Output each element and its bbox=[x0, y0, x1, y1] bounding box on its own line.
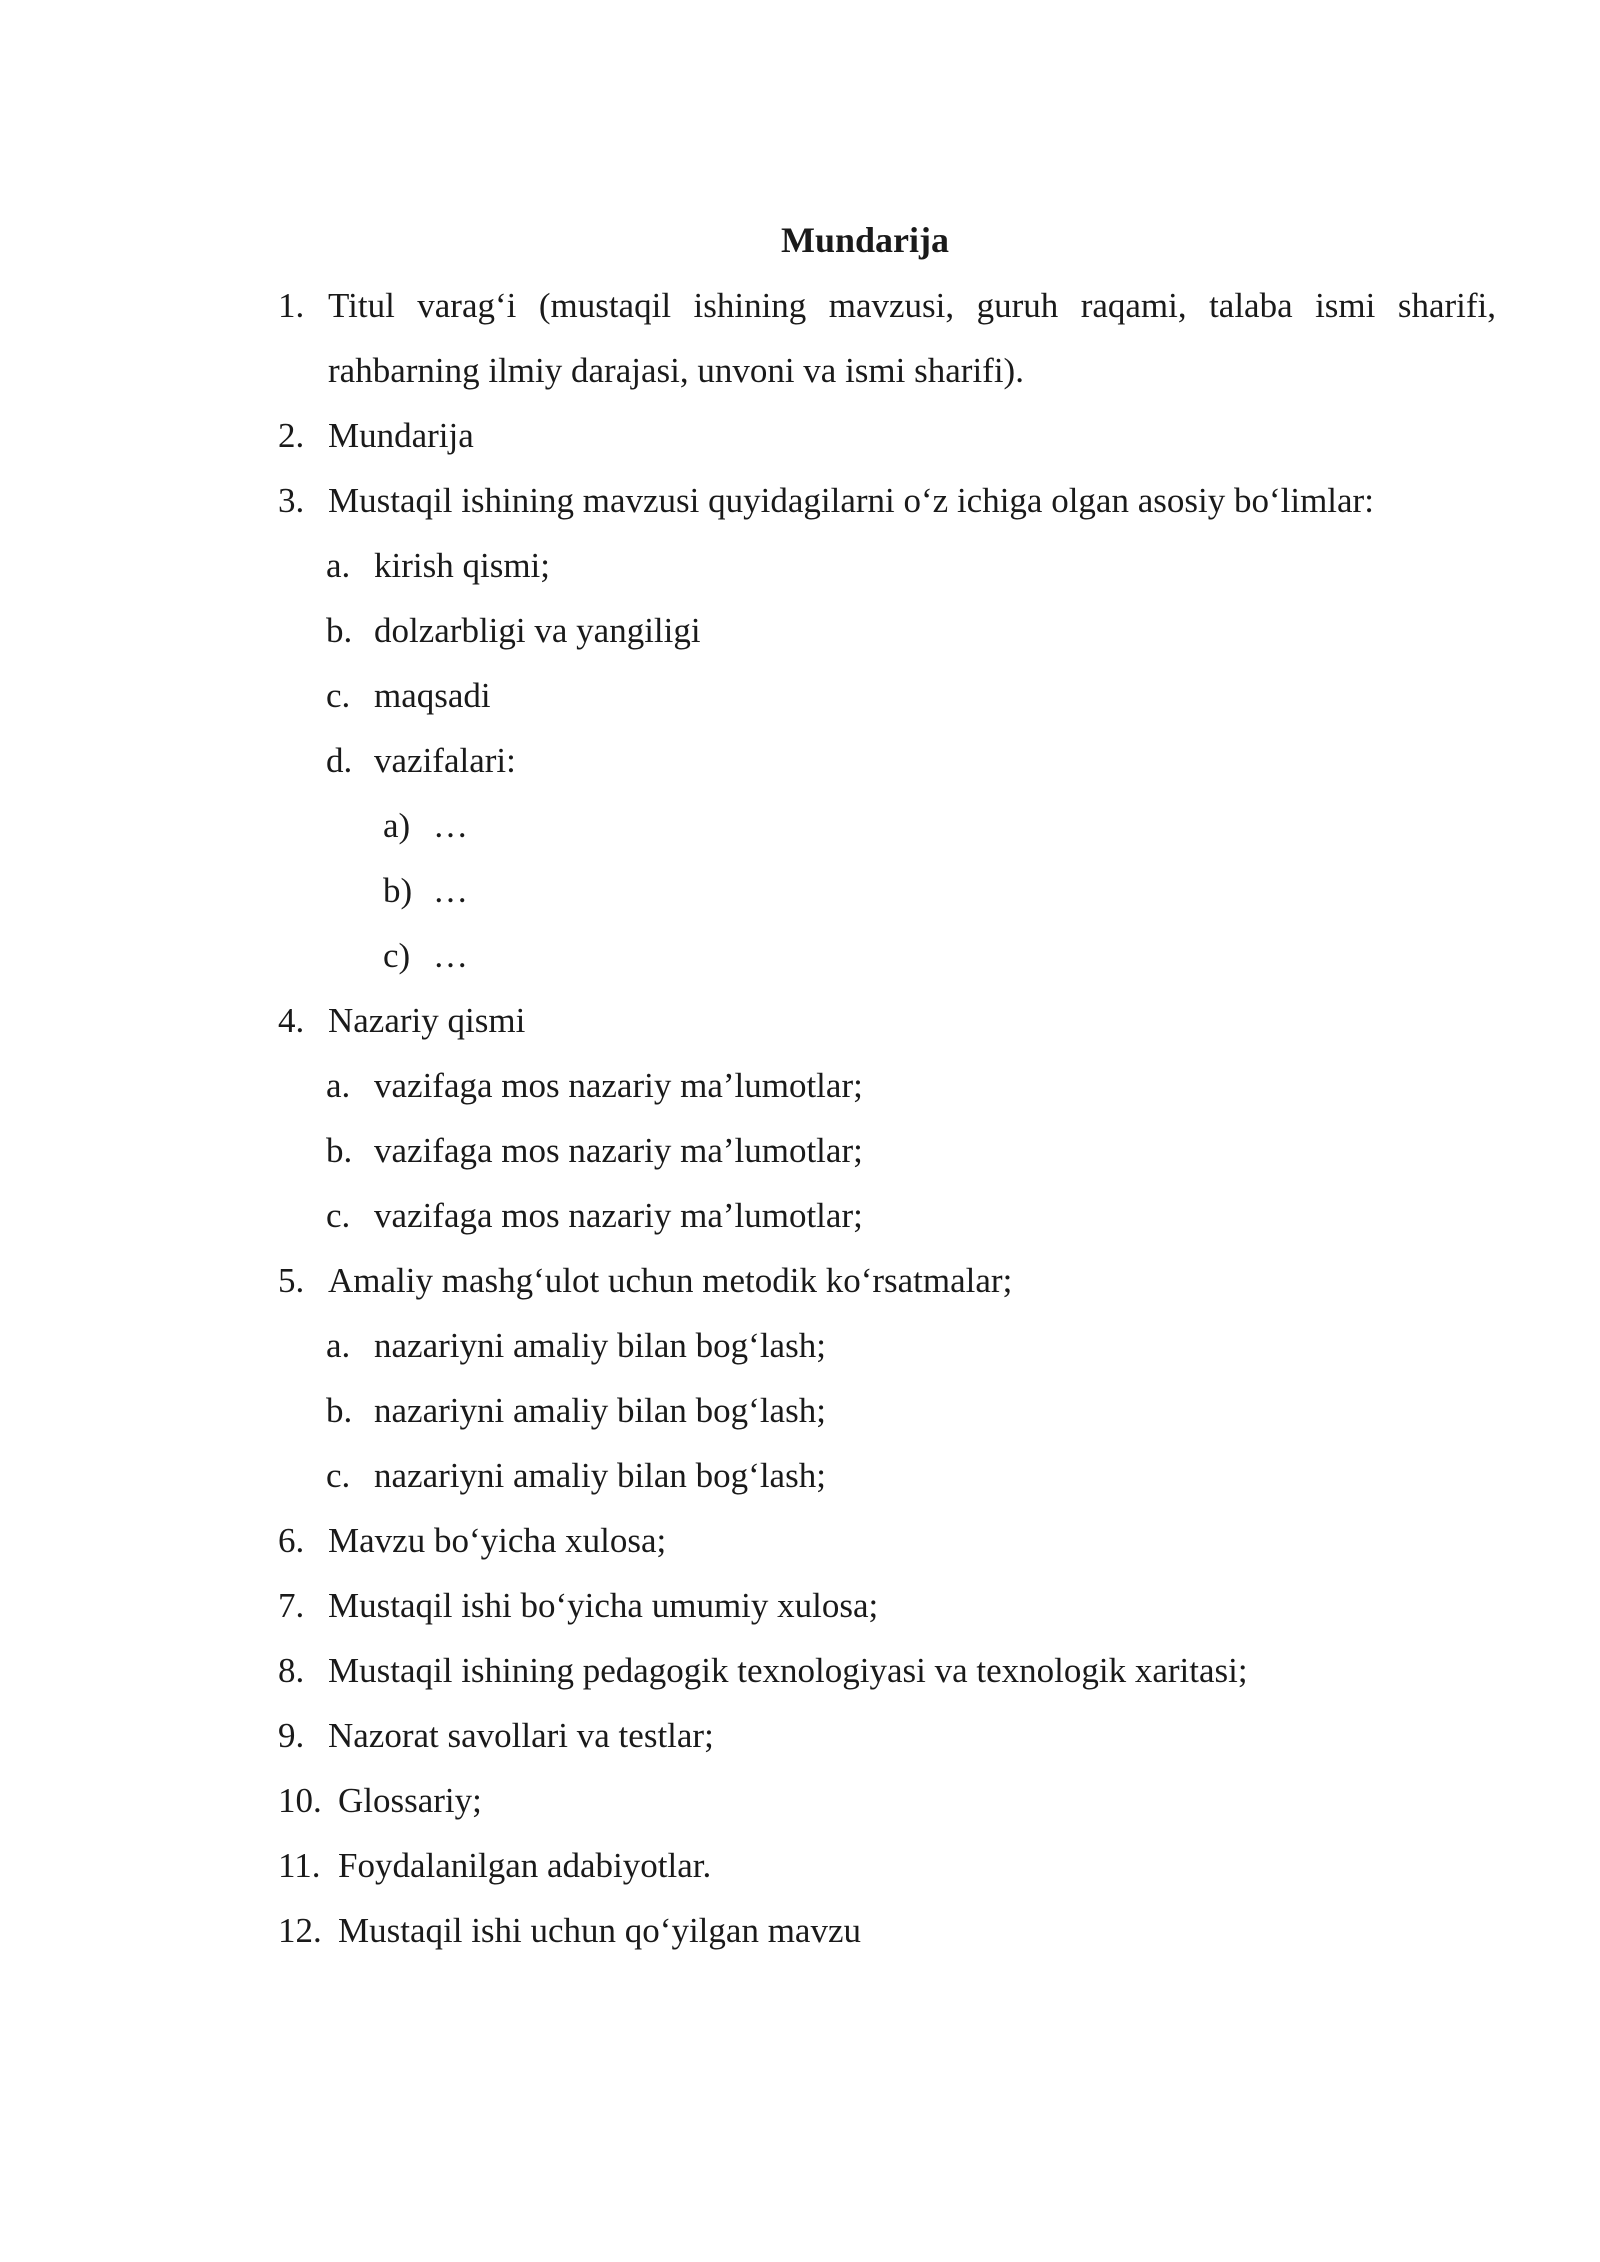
item-number: 2. bbox=[278, 416, 305, 455]
item-number: 9. bbox=[278, 1716, 305, 1755]
sub-item-letter: a. bbox=[326, 1326, 351, 1365]
item-number: 7. bbox=[278, 1586, 305, 1625]
sub-item-letter: a. bbox=[326, 546, 351, 585]
sub-item-letter: b. bbox=[326, 1131, 353, 1170]
sub-item-text: vazifaga mos nazariy ma’lumotlar; bbox=[374, 1131, 863, 1170]
item-text-line: rahbarning ilmiy darajasi, unvoni va ismi sharifi). bbox=[328, 351, 1024, 390]
item-text-line: Titul varag‘i (mustaqil ishining mavzusi, guruh raqami, talaba ismi sharifi, bbox=[328, 286, 1496, 325]
item-number: 5. bbox=[278, 1261, 305, 1300]
item-text: Nazorat savollari va testlar; bbox=[328, 1716, 714, 1755]
item-number: 6. bbox=[278, 1521, 305, 1560]
sub-sub-item-letter: c) bbox=[383, 936, 411, 975]
sub-item-text: vazifalari: bbox=[374, 741, 516, 780]
sub-item-letter: c. bbox=[326, 676, 351, 715]
sub-sub-item-text: … bbox=[433, 806, 468, 845]
page-title: Mundarija bbox=[780, 220, 949, 260]
item-text: Mustaqil ishining mavzusi quyidagilarni o‘z ichiga olgan asosiy bo‘limlar: bbox=[328, 481, 1374, 520]
item-number: 4. bbox=[278, 1001, 305, 1040]
sub-item-text: nazariyni amaliy bilan bog‘lash; bbox=[374, 1326, 826, 1365]
item-text: Mundarija bbox=[328, 416, 474, 455]
item-number: 11. bbox=[278, 1846, 321, 1885]
item-text: Mavzu bo‘yicha xulosa; bbox=[328, 1521, 667, 1560]
sub-sub-item-letter: a) bbox=[383, 806, 411, 845]
sub-item-text: vazifaga mos nazariy ma’lumotlar; bbox=[374, 1066, 863, 1105]
item-text: Mustaqil ishi bo‘yicha umumiy xulosa; bbox=[328, 1586, 879, 1625]
sub-sub-item-text: … bbox=[433, 936, 468, 975]
sub-item-letter: c. bbox=[326, 1196, 351, 1235]
item-text: Glossariy; bbox=[338, 1781, 482, 1820]
sub-item-text: vazifaga mos nazariy ma’lumotlar; bbox=[374, 1196, 863, 1235]
item-number: 1. bbox=[278, 286, 305, 325]
item-number: 8. bbox=[278, 1651, 305, 1690]
item-number: 10. bbox=[278, 1781, 322, 1820]
sub-sub-item-letter: b) bbox=[383, 871, 413, 910]
item-text: Nazariy qismi bbox=[328, 1001, 526, 1040]
sub-item-letter: d. bbox=[326, 741, 353, 780]
sub-item-letter: b. bbox=[326, 1391, 353, 1430]
item-text: Mustaqil ishi uchun qo‘yilgan mavzu bbox=[338, 1911, 861, 1950]
sub-item-letter: b. bbox=[326, 611, 353, 650]
sub-item-text: nazariyni amaliy bilan bog‘lash; bbox=[374, 1391, 826, 1430]
item-text: Foydalanilgan adabiyotlar. bbox=[338, 1846, 712, 1885]
item-number: 12. bbox=[278, 1911, 322, 1950]
sub-item-letter: c. bbox=[326, 1456, 351, 1495]
sub-item-letter: a. bbox=[326, 1066, 351, 1105]
sub-item-text: nazariyni amaliy bilan bog‘lash; bbox=[374, 1456, 826, 1495]
sub-item-text: kirish qismi; bbox=[374, 546, 550, 585]
sub-sub-item-text: … bbox=[433, 871, 468, 910]
item-text: Mustaqil ishining pedagogik texnologiyasi va texnologik xaritasi; bbox=[328, 1651, 1248, 1690]
sub-item-text: dolzarbligi va yangiligi bbox=[374, 611, 701, 650]
sub-item-text: maqsadi bbox=[374, 676, 491, 715]
item-text: Amaliy mashg‘ulot uchun metodik ko‘rsatmalar; bbox=[328, 1261, 1013, 1300]
item-number: 3. bbox=[278, 481, 305, 520]
